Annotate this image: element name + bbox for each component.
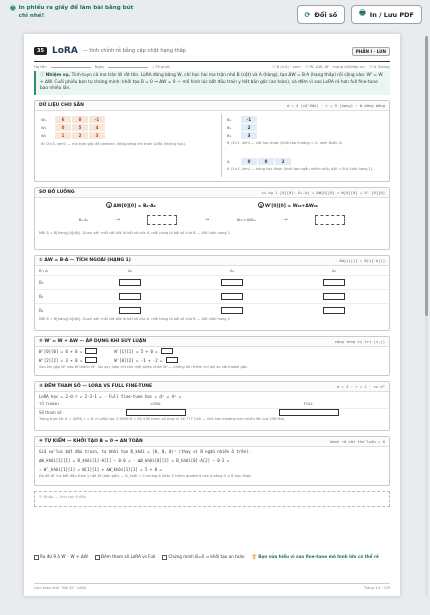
answer-box[interactable]	[119, 293, 141, 300]
section-title: ΔW = B·A — TÍCH NGOÀI (HẠNG 1)	[44, 257, 131, 263]
count-note: Trong thực tế: d = 4096, r = 8 ⇒ LoRA học 2·4096·8 = 65 536 tham số thay vì 16 777 216 — nhỏ hơn khoảng hơn nhiều lần (cỡ 256 lần).	[39, 416, 286, 421]
matrix-b-note: B (3×1, làm) — cột học được (khởi tạo thường = 0, xem Bước 4).	[227, 140, 344, 145]
pencil-icon: ✎	[39, 493, 43, 499]
action-buttons	[297, 5, 422, 24]
outro-message: 🏆 Bạn vừa hiểu vì sao fine-tune mô hình lớn có thể rẻ	[251, 554, 379, 559]
step-number-4: ④	[39, 438, 45, 444]
section-header	[35, 382, 389, 392]
meta-name-label: Họ tên	[34, 63, 47, 69]
sheet-header	[34, 44, 390, 58]
section-hint: dành rã với thử luôn = 0	[330, 438, 385, 444]
answer-box[interactable]	[166, 357, 178, 363]
section-title: W' = W + ΔW — ÁP DỤNG KHI SUY LUẬN	[44, 338, 147, 344]
legend-a: A (hàng)	[369, 64, 390, 69]
checklist-item[interactable]: Chứng minh B=0 ⇒ khởi tạo an toàn	[162, 554, 244, 560]
section-header	[35, 256, 389, 266]
sheet-footer	[34, 583, 390, 590]
legend-b: B (×4) · xem	[272, 64, 301, 69]
table-row: B₂	[35, 303, 389, 317]
step-number-2: ②	[39, 338, 45, 344]
section-flow-diagram	[34, 187, 390, 250]
trophy-icon: 🏆	[251, 554, 257, 559]
printer-icon: 🖶	[10, 5, 16, 12]
print-hint-text: In phiếu ra giấy để làm bài bằng bút chì nhé!	[18, 5, 134, 19]
checklist	[34, 554, 379, 560]
answer-box[interactable]	[85, 357, 97, 363]
section-title: TỰ KIỂM — KHỞI TẠO B = 0 ⇒ AN TOÀN	[44, 438, 143, 444]
check-note: Do đó W' lúc bắt đầu train y hệt W (bản gốc) — B_khởi = 0 nhưng A khác 0 tránh gradient của A bằng 0 ⇒ B học được.	[39, 473, 253, 478]
swap-numbers-label: Đổi số	[314, 10, 338, 19]
checkbox[interactable]	[34, 555, 39, 560]
checklist-item[interactable]: Ra đủ 9 ô W' · W + ΔW	[34, 554, 88, 560]
flow-input: B₀·A₀	[78, 217, 89, 223]
flow-step-2: 2 W'[0][0] = W₀₀+ΔW₀₀	[259, 202, 318, 209]
table-row: Số tham số	[35, 408, 389, 417]
flow-answer-box-1[interactable]	[147, 215, 177, 225]
scrollbar[interactable]	[425, 36, 428, 596]
table-note: Mỗi ô = B[hàng]·A[cột]. Quan sát: mỗi cột ΔW là bội số của A, mỗi hàng là bội số của B — ΔW luôn hạng 1.	[39, 316, 232, 321]
meta-time-label: / 75 phút	[152, 63, 170, 69]
arrow-right-icon: →	[204, 216, 210, 223]
flow-step-1: 1 ΔW[0][0] = B₀·A₀	[107, 202, 156, 209]
section-hint: d = 4 · r = 1 · vs d²	[336, 383, 385, 389]
name-line[interactable]	[51, 65, 91, 68]
answer-box[interactable]	[323, 293, 345, 300]
footer-right: Trang 1/1 · 0/9	[363, 586, 390, 590]
section-title: DỮ LIỆU CHO SẴN	[39, 102, 84, 108]
meta-date-label: Ngày	[94, 63, 105, 69]
answer-box[interactable]	[85, 348, 97, 354]
table-row: B₁	[35, 289, 389, 303]
check-line: ΔW_khởi[1][1] = B_khởi[1]·A[1] − 0·0 = · ΔW_khởi[0][2] = B_khởi[0]·A[2] − 0·2 =	[39, 457, 230, 463]
count-table-header: TỔ THÀNH LORA FULL	[39, 400, 314, 406]
part-badge: PHẦN I · LUN	[352, 47, 390, 56]
swap-numbers-button[interactable]	[297, 5, 346, 24]
answer-box[interactable]	[119, 279, 141, 286]
legend-w: W, ΔW, W' · trọng số/thấp ưu	[305, 64, 365, 69]
answer-box[interactable]	[279, 409, 339, 416]
answer-box[interactable]	[323, 279, 345, 286]
intro-text: Tinh-tuyn cả ma trận W rất tốn. LoRA đóng băng W, chỉ học hai ma trận nhỏ B (cột) và A (hàng), tạo ΔW = B·A (hạng thấp) rồi cộng vào: W' = W + ΔW. Cuối phiếu bạn tự chứng minh: khởi tạo B = 0 ⇒ ΔW = 0 — mô hình lúc bắt đầu train y hệt bản gốc (an toàn), và đếm vì sao LoRA rẻ hơn full fine-tune bao nhiêu lần.	[40, 73, 383, 92]
intro-lead: Nhiệm vụ.	[45, 73, 71, 78]
sheet-subtitle: — tinh chỉnh rẻ bằng cập nhật hạng thấp	[82, 48, 186, 54]
footer-left: Làm toán nhé · Bài 35 · LoRA	[34, 586, 87, 590]
worksheet-paper	[24, 34, 400, 596]
section-title: ĐẾM THAM SỐ — LORA VS FULL FINE-TUNE	[44, 383, 153, 389]
lesson-number: 35	[34, 47, 47, 55]
section-self-check	[34, 436, 390, 486]
arrow-right-icon: →	[115, 216, 120, 223]
divider	[221, 114, 222, 177]
answer-box[interactable]	[221, 307, 243, 314]
apply-note: Sau khi gộp W' vào W thành W', lúc suy luận chỉ còn một phép nhân W' — không tốn thêm chi phí so với model gốc.	[39, 364, 249, 369]
top-toolbar	[0, 0, 430, 32]
printer-icon: 🖶	[359, 9, 366, 17]
flow-steps	[35, 198, 389, 209]
scratch-label: Nháp — tính tay ở đây	[43, 493, 86, 499]
answer-box[interactable]	[221, 279, 243, 286]
print-pdf-label: In / Lưu PDF	[369, 10, 414, 19]
matrix-b: B₀ -1 B₁ 2 B₂ 3 B (3×1, làm) — cột học được (khởi tạo thường = 0, xem Bước 4).	[227, 116, 390, 147]
flow-note: Mỗi ô = B[hàng]·A[cột]. Quan sát: mỗi cột ΔW là bội số của A, mỗi hàng là bội số của B — ΔW luôn hạng 1.	[39, 230, 232, 235]
section-hint: cộng từng vị trí (i,j)	[334, 338, 385, 344]
answer-box[interactable]	[161, 348, 173, 354]
matrix-a: A 0 0 2 A (1×3, làm) — hàng học được (khởi tạo ngẫu nhiên nhỏ; ΔW = B·A luôn hạng 1).	[227, 158, 390, 173]
refresh-icon: ⟳	[304, 10, 311, 19]
color-legend	[272, 64, 390, 69]
flow-mid: W₀₀+ΔW₀₀	[236, 217, 257, 223]
sheet-title: LoRA	[51, 46, 78, 56]
scrollbar-thumb[interactable]	[425, 36, 428, 316]
table-header: B \ A A₀ A₁ A₂	[39, 267, 337, 273]
formula-row: LoRA học = 2·d·r = 2·3·1 = · Full fine-tune học = d² = 4² =	[39, 393, 182, 399]
section-hint: ΔW[i][j] = B[i]·A[j]	[339, 257, 385, 263]
section-outer-product	[34, 255, 390, 331]
arrow-right-icon: →	[283, 216, 288, 223]
equation-row: W'[0][0] = 6 + 0 = W'[1][1] = 5 + 0 =	[35, 347, 389, 356]
print-pdf-button[interactable]	[351, 5, 422, 24]
matrix-w-note: W (3×3, xem) — ma trận gốc đã pretrain, đóng băng khi train LoRA (không học).	[41, 141, 187, 146]
section-apply	[34, 336, 390, 376]
equation-row: W'[2][2] = 3 + 0 = W'[0][2] = -1 + -2 =	[35, 356, 389, 365]
step-number-3: ③	[39, 383, 45, 389]
check-line: Giả sử lúc bắt đầu train, ta khởi tạo B_khởi = (0, 0, 0)ᵀ (thay vì B ngẫu nhiên ở trên).	[39, 448, 251, 454]
section-header	[35, 437, 389, 447]
info-icon: ⓘ	[40, 73, 45, 78]
step-number-1: ①	[39, 257, 45, 263]
section-header	[35, 101, 389, 111]
answer-box[interactable]	[126, 409, 186, 416]
check-line: ⇒ W'_khởi[1][1] = W[1][1] + ΔW_khởi[1][1] = 5 + 0 =	[39, 466, 162, 472]
section-header	[35, 188, 389, 198]
answer-box[interactable]	[323, 307, 345, 314]
section-hint: d = 4 (cổ đầu) · r = 5 (hạng) · W đóng băng	[286, 102, 385, 108]
flow-answer-box-2[interactable]	[315, 215, 345, 225]
section-hint: ví dụ 1 [0][0]: δ₀-Aj + ΔW[0][0] = W[0][0] + δ' [0][0]	[261, 189, 385, 195]
checklist-item[interactable]: Đếm tham số LoRA vs Full	[95, 554, 156, 560]
flow-row	[35, 209, 389, 231]
table-row: B₀	[35, 275, 389, 289]
section-header	[35, 337, 389, 347]
answer-box[interactable]	[119, 307, 141, 314]
answer-box[interactable]	[221, 293, 243, 300]
date-line[interactable]	[108, 65, 148, 68]
intro-box	[34, 71, 390, 95]
print-hint	[10, 5, 140, 20]
section-param-count	[34, 381, 390, 431]
meta-row	[34, 62, 390, 70]
section-title: SƠ ĐỒ LUỒNG	[39, 189, 75, 195]
scratch-area[interactable]	[34, 491, 390, 507]
section-given-data	[34, 100, 390, 182]
checkbox[interactable]	[95, 555, 100, 560]
checkbox[interactable]	[162, 555, 167, 560]
matrix-w: W₀ 6 8 -1 W₁ 0 5 4 W₂ 1 2 3 W (3×3, xem) — ma trận gốc đã pretrain, đóng băng khi train LoRA (không học).	[41, 116, 211, 149]
matrix-a-note: A (1×3, làm) — hàng học được (khởi tạo ngẫu nhiên nhỏ; ΔW = B·A luôn hạng 1).	[227, 166, 374, 171]
